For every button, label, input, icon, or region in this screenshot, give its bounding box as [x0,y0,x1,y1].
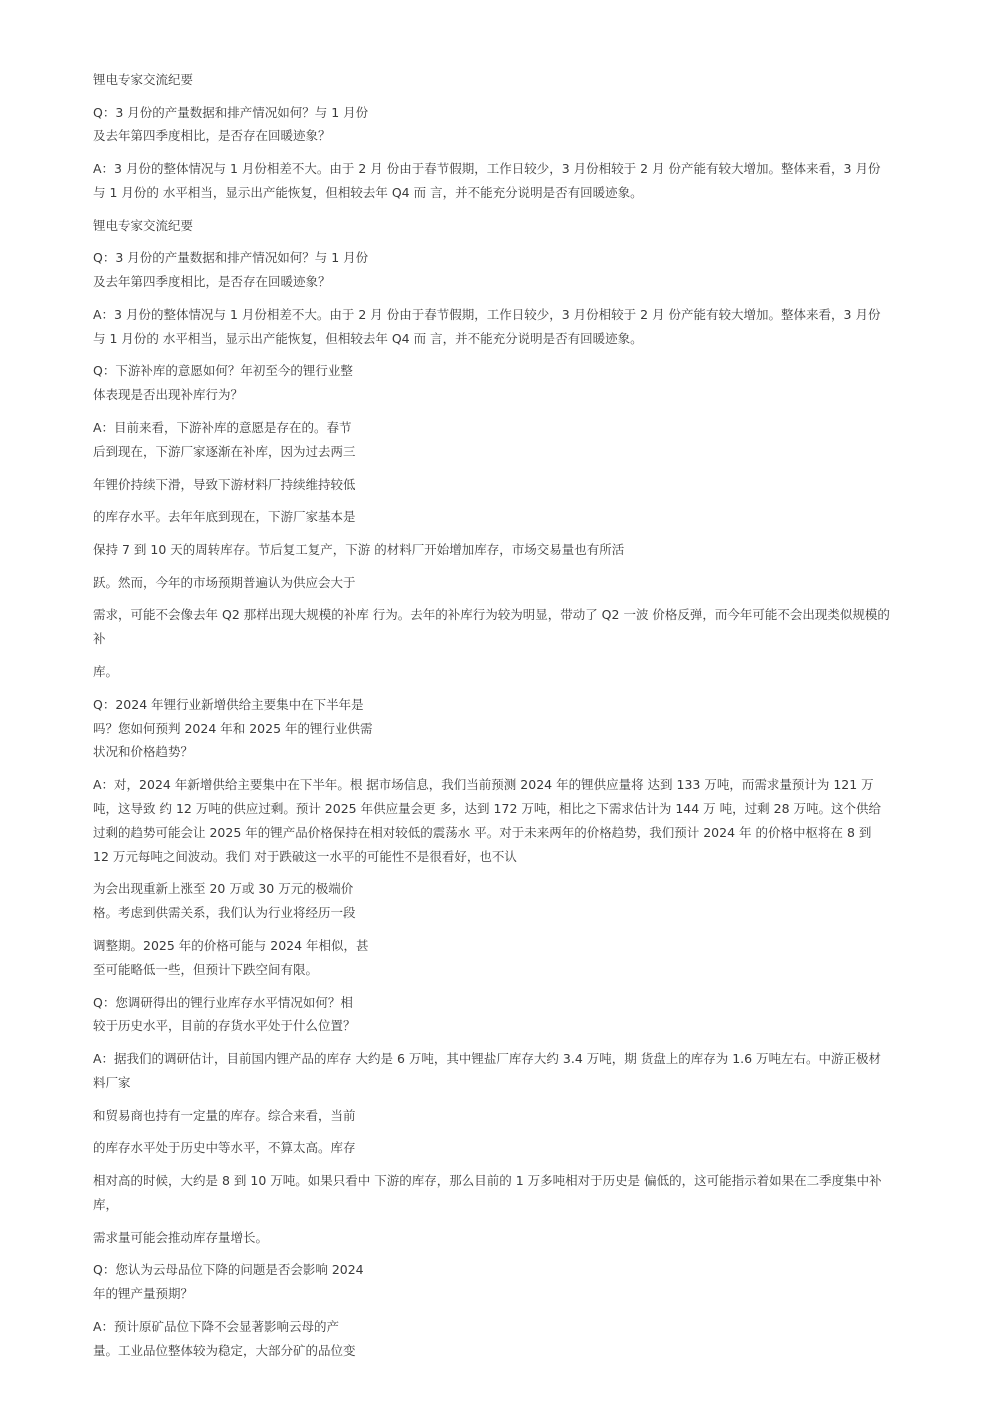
answer-paragraph: 与 1 月份的 水平相当，显示出产能恢复，但相较去年 Q4 而 言，并不能充分说明是否有回暖迹象。 [93,185,643,200]
answer-paragraph: 库， [93,1197,119,1212]
answer-paragraph: 和贸易商也持有一定量的库存。综合来看，当前 [93,1108,356,1123]
answer-paragraph: A：预计原矿品位下降不会显著影响云母的产 [93,1319,340,1334]
answer-paragraph: 吨，这导致 约 12 万吨的供应过剩。预计 2025 年供应量会更 多，达到 172 万吨，相比之下需求估计为 144 万 吨，过剩 28 万吨。这个供给 [93,801,881,816]
question-paragraph: Q：您认为云母品位下降的问题是否会影响 2024 [93,1262,364,1277]
question-paragraph: 及去年第四季度相比，是否存在回暖迹象？ [93,274,331,289]
answer-paragraph: A：对，2024 年新增供给主要集中在下半年。根 据市场信息，我们当前预测 2024 年的锂供应量将 达到 133 万吨，而需求量预计为 121 万 [93,777,874,792]
question-paragraph: 状况和价格趋势？ [93,744,194,759]
answer-paragraph: 过剩的趋势可能会让 2025 年的锂产品价格保持在相对较低的震荡水 平。对于未来两年的价格趋势，我们预计 2024 年 的价格中枢将在 8 到 [93,825,872,840]
answer-paragraph: 的库存水平处于历史中等水平，不算太高。库存 [93,1140,356,1155]
answer-paragraph: 年锂价持续下滑，导致下游材料厂持续维持较低 [93,477,356,492]
question-paragraph: Q：下游补库的意愿如何？年初至今的锂行业整 [93,363,353,378]
answer-paragraph: 需求，可能不会像去年 Q2 那样出现大规模的补库 行为。去年的补库行为较为明显，带动了 Q2 一波 价格反弹，而今年可能不会出现类似规模的 [93,607,890,622]
answer-paragraph: 格。考虑到供需关系，我们认为行业将经历一段 [93,905,356,920]
answer-paragraph: 量。工业品位整体较为稳定，大部分矿的品位变 [93,1343,356,1358]
answer-paragraph: 后到现在，下游厂家逐渐在补库，因为过去两三 [93,444,356,459]
question-paragraph: Q：3 月份的产量数据和排产情况如何？与 1 月份 [93,250,369,265]
answer-paragraph: 保持 7 到 10 天的周转库存。节后复工复产，下游 的材料厂开始增加库存，市场交易量也有所活 [93,542,625,557]
answer-paragraph: 至可能略低一些，但预计下跌空间有限。 [93,962,319,977]
question-paragraph: 体表现是否出现补库行为？ [93,387,244,402]
answer-paragraph: 为会出现重新上涨至 20 万或 30 万元的极端价 [93,881,354,896]
answer-paragraph: A：目前来看，下游补库的意愿是存在的。春节 [93,420,352,435]
question-paragraph: Q：3 月份的产量数据和排产情况如何？与 1 月份 [93,105,369,120]
section-title: 锂电专家交流纪要 [93,218,194,233]
answer-paragraph: 需求量可能会推动库存量增长。 [93,1230,269,1245]
question-paragraph: 较于历史水平，目前的存货水平处于什么位置？ [93,1018,356,1033]
answer-paragraph: 调整期。2025 年的价格可能与 2024 年相似，甚 [93,938,369,953]
answer-paragraph: 跃。然而，今年的市场预期普遍认为供应会大于 [93,575,356,590]
question-paragraph: Q：您调研得出的锂行业库存水平情况如何？相 [93,995,353,1010]
answer-paragraph: 相对高的时候，大约是 8 到 10 万吨。如果只看中 下游的库存，那么目前的 1 万多吨相对于历史是 偏低的，这可能指示着如果在二季度集中补 [93,1173,882,1188]
answer-paragraph: A：3 月份的整体情况与 1 月份相差不大。由于 2 月 份由于春节假期，工作日较少，3 月份相较于 2 月 份产能有较大增加。整体来看，3 月份 [93,307,881,322]
answer-paragraph: 12 万元每吨之间波动。我们 对于跌破这一水平的可能性不是很看好，也不认 [93,849,517,864]
answer-paragraph: 库。 [93,664,119,679]
question-paragraph: Q：2024 年锂行业新增供给主要集中在下半年是 [93,697,364,712]
section-title: 锂电专家交流纪要 [93,72,194,87]
answer-paragraph: 的库存水平。去年年底到现在，下游厂家基本是 [93,509,356,524]
answer-paragraph: 料厂家 [93,1075,131,1090]
question-paragraph: 吗？您如何预判 2024 年和 2025 年的锂行业供需 [93,721,373,736]
question-paragraph: 及去年第四季度相比，是否存在回暖迹象？ [93,128,331,143]
answer-paragraph: 与 1 月份的 水平相当，显示出产能恢复，但相较去年 Q4 而 言，并不能充分说明是否有回暖迹象。 [93,331,643,346]
question-paragraph: 年的锂产量预期？ [93,1286,194,1301]
answer-paragraph: 补 [93,631,106,646]
answer-paragraph: A：3 月份的整体情况与 1 月份相差不大。由于 2 月 份由于春节假期，工作日较少，3 月份相较于 2 月 份产能有较大增加。整体来看，3 月份 [93,161,881,176]
answer-paragraph: A：据我们的调研估计，目前国内锂产品的库存 大约是 6 万吨，其中锂盐厂库存大约 3.4 万吨，期 货盘上的库存为 1.6 万吨左右。中游正极材 [93,1051,882,1066]
